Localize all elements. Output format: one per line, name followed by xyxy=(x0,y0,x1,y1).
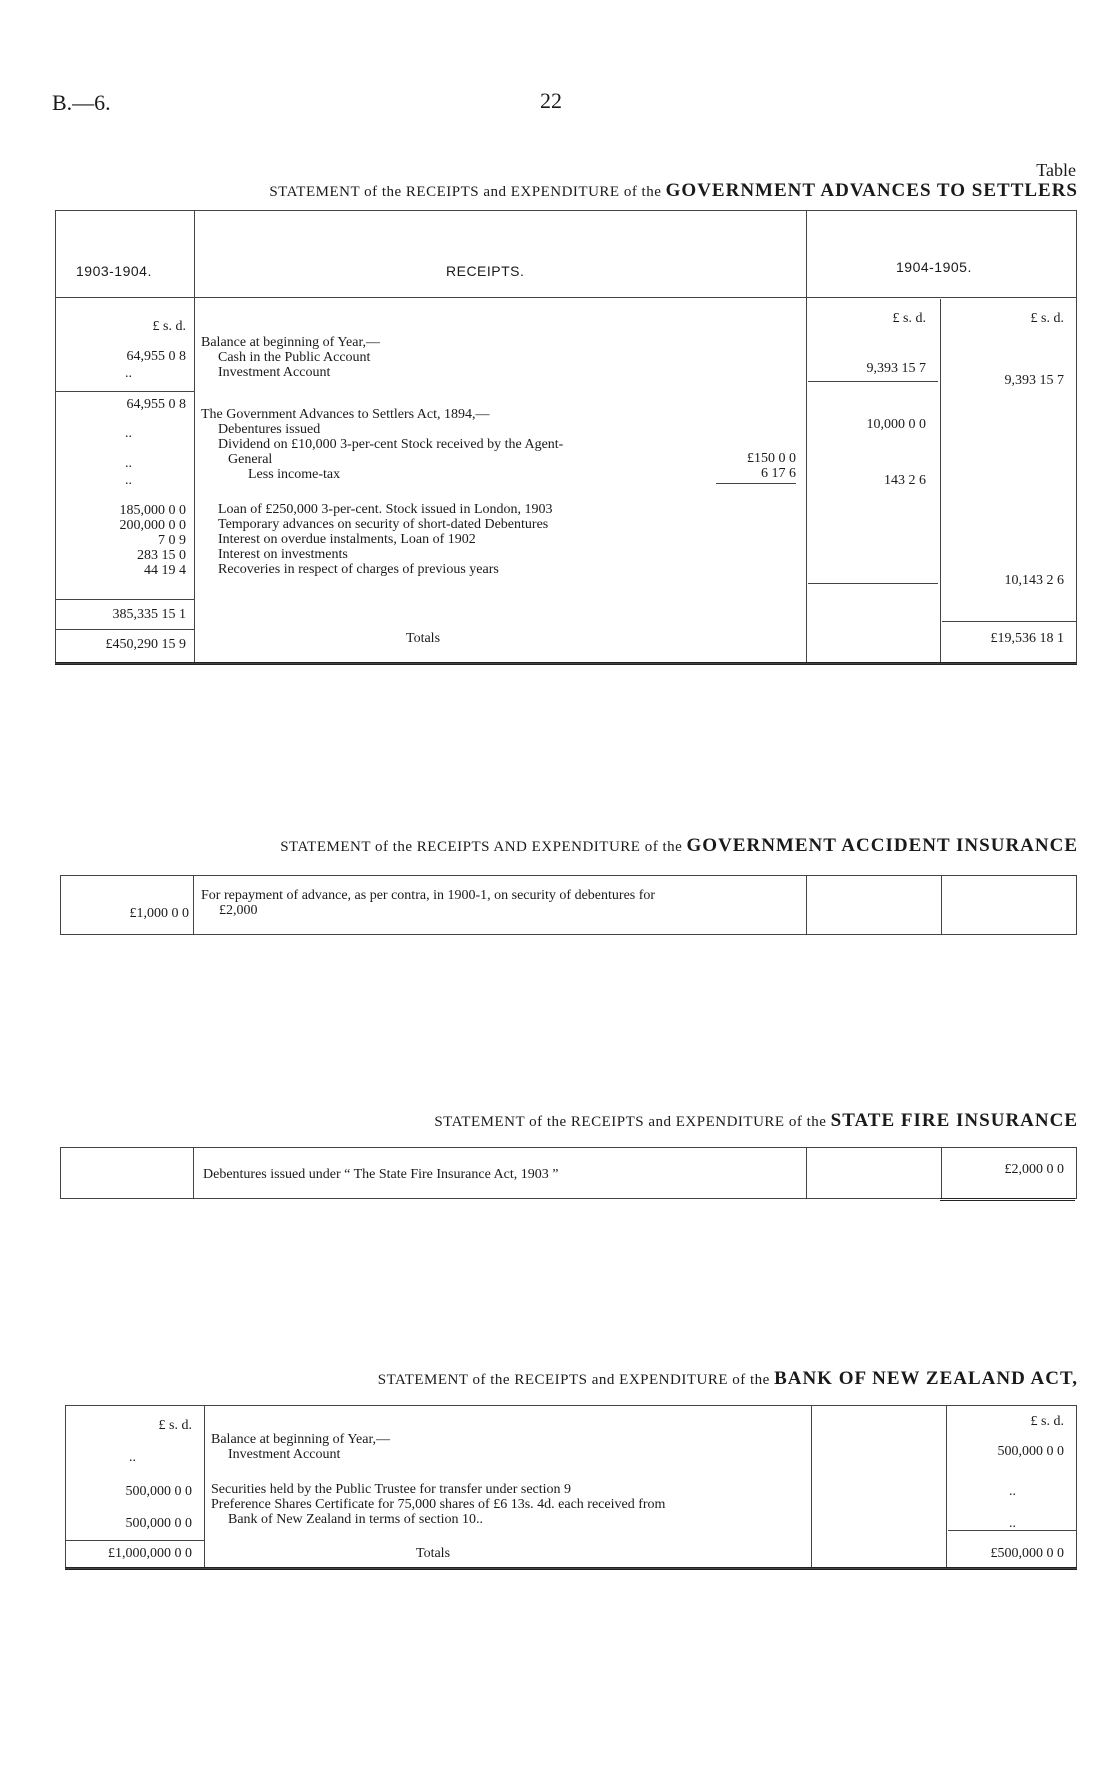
s4-totals-label: Totals xyxy=(416,1546,451,1561)
receipt-line: Cash in the Public Account xyxy=(218,350,371,365)
col-header-1904: 1904-1905. xyxy=(896,259,972,275)
s4-unit-left: £ s. d. xyxy=(158,1418,192,1433)
unit-header-left: £ s. d. xyxy=(152,319,186,334)
s4-left-value: 500,000 0 0 xyxy=(125,1484,192,1499)
page-number: 22 xyxy=(540,88,562,113)
receipt-line: Temporary advances on security of short-dated Debentures xyxy=(218,517,549,532)
left-value: 283 15 0 xyxy=(137,548,186,563)
section1-title-bold: GOVERNMENT ADVANCES TO SETTLERS xyxy=(665,180,1078,201)
receipt-line: General xyxy=(228,452,273,467)
receipt-line: Recoveries in respect of charges of previous years xyxy=(218,562,499,577)
left-value: .. xyxy=(125,366,132,381)
col3-value: £19,536 18 1 xyxy=(990,631,1064,646)
col2-value: 10,000 0 0 xyxy=(866,417,926,432)
unit-header-mid: £ s. d. xyxy=(892,311,926,326)
section2-title xyxy=(280,835,1078,857)
receipt-line: Interest on investments xyxy=(218,547,348,562)
s4-line: Investment Account xyxy=(228,1447,341,1462)
s4-right-value: .. xyxy=(1009,1516,1016,1531)
section3-title xyxy=(434,1110,1078,1132)
receipt-line: Debentures issued xyxy=(218,422,321,437)
s4-right-value: 500,000 0 0 xyxy=(997,1444,1064,1459)
col2-value: 9,393 15 7 xyxy=(866,361,926,376)
col3-value: 9,393 15 7 xyxy=(1004,373,1064,388)
left-value: .. xyxy=(125,426,132,441)
section4-title-bold: BANK OF NEW ZEALAND ACT, xyxy=(774,1368,1078,1389)
section4-table xyxy=(65,1405,1077,1569)
section1-table xyxy=(55,210,1077,664)
s4-line: Balance at beginning of Year,— xyxy=(211,1432,391,1447)
unit-header-right: £ s. d. xyxy=(1030,311,1064,326)
left-value: 7 0 9 xyxy=(158,533,186,548)
s4-left-value: .. xyxy=(129,1450,136,1465)
receipt-line: The Government Advances to Settlers Act, 1894,— xyxy=(201,407,490,422)
left-value: 185,000 0 0 xyxy=(119,503,186,518)
col2-value: 143 2 6 xyxy=(884,473,926,488)
s4-line: Preference Shares Certificate for 75,000 shares of £6 13s. 4d. each received from xyxy=(211,1497,666,1512)
table-label: Table xyxy=(1036,160,1076,180)
s4-line: Bank of New Zealand in terms of section 10.. xyxy=(228,1512,484,1527)
left-value: 200,000 0 0 xyxy=(119,518,186,533)
col3-value: 10,143 2 6 xyxy=(1004,573,1064,588)
totals-label: Totals xyxy=(406,631,441,646)
section1-title-prefix: STATEMENT of the RECEIPTS and EXPENDITURE of the xyxy=(269,184,662,200)
col-header-1903: 1903-1904. xyxy=(76,263,152,279)
section4-title-prefix: STATEMENT of the RECEIPTS and EXPENDITURE of the xyxy=(377,1372,770,1388)
s4-unit-right: £ s. d. xyxy=(1030,1414,1064,1429)
section2-title-prefix: STATEMENT of the RECEIPTS AND EXPENDITURE of the xyxy=(280,839,683,855)
s4-left-value: £1,000,000 0 0 xyxy=(108,1546,192,1561)
s3-line: Debentures issued under “ The State Fire Insurance Act, 1903 ” xyxy=(203,1167,559,1182)
receipt-line: Less income-tax xyxy=(248,467,341,482)
inner-value: £150 0 0 xyxy=(747,451,796,466)
left-value: .. xyxy=(125,456,132,471)
receipt-line: Loan of £250,000 3-per-cent. Stock issued in London, 1903 xyxy=(218,502,553,517)
s2-left-value: £1,000 0 0 xyxy=(129,906,189,921)
left-value: 385,335 15 1 xyxy=(112,607,186,622)
left-value: £450,290 15 9 xyxy=(105,637,186,652)
receipt-line: Dividend on £10,000 3-per-cent Stock received by the Agent- xyxy=(218,437,564,452)
left-value: .. xyxy=(125,473,132,488)
s2-line: For repayment of advance, as per contra, in 1900-1, on security of debentures for xyxy=(201,888,656,903)
document-reference: B.—6. xyxy=(52,90,111,115)
receipt-line: Interest on overdue instalments, Loan of 1902 xyxy=(218,532,476,547)
section3-table xyxy=(60,1147,1077,1199)
s4-right-value: £500,000 0 0 xyxy=(990,1546,1064,1561)
left-value: 44 19 4 xyxy=(144,563,186,578)
section2-title-bold: GOVERNMENT ACCIDENT INSURANCE xyxy=(686,835,1078,856)
left-value: 64,955 0 8 xyxy=(126,397,186,412)
section3-title-prefix: STATEMENT of the RECEIPTS and EXPENDITURE of the xyxy=(434,1114,827,1130)
s4-right-value: .. xyxy=(1009,1484,1016,1499)
s4-left-value: 500,000 0 0 xyxy=(125,1516,192,1531)
s3-right-value: £2,000 0 0 xyxy=(1004,1162,1064,1177)
receipt-line: Investment Account xyxy=(218,365,331,380)
section4-title xyxy=(378,1368,1078,1390)
section2-table xyxy=(60,875,1077,935)
receipt-line: Balance at beginning of Year,— xyxy=(201,335,381,350)
inner-value: 6 17 6 xyxy=(761,466,796,481)
s2-line: £2,000 xyxy=(219,903,258,918)
section1-title xyxy=(269,180,1078,202)
s4-line: Securities held by the Public Trustee for transfer under section 9 xyxy=(211,1482,572,1497)
section3-title-bold: STATE FIRE INSURANCE xyxy=(830,1110,1078,1131)
col-header-receipts: RECEIPTS. xyxy=(446,263,525,279)
left-value: 64,955 0 8 xyxy=(126,349,186,364)
